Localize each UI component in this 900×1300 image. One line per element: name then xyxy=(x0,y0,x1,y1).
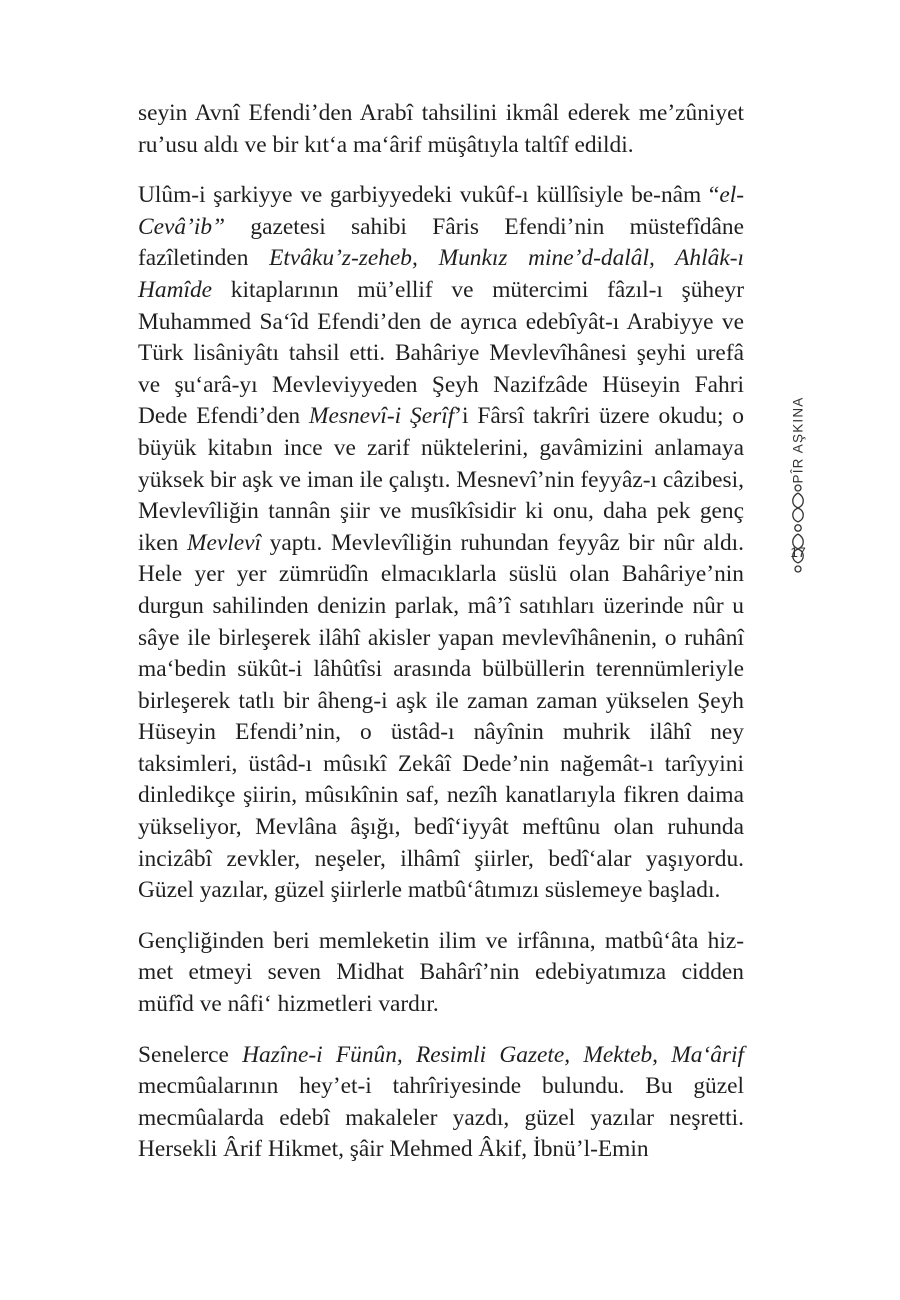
paragraph xyxy=(138,98,744,161)
italic-title: el-Cevâ’ib” xyxy=(138,182,744,240)
paragraph xyxy=(138,180,744,907)
text-run: kitaplarının mü’ellif ve mütercimi fâzıl-ı şüheyr Muhammed Sa‘îd Efendi’den de ayrıca edebîyât-ı Arabiyye ve Türk lisâniyâtı tahsil etti. Bahâriye Mevlevîhânesi şeyhi urefâ ve şu‘arâ-yı Mevleviyyeden Şeyh Nazifzâde Hüseyin Fahri Dede Efendi’den xyxy=(138,276,744,430)
text-run: Gençliğinden beri memleketin ilim ve irfânına, matbû‘âta hizmet etmeyi seven Midhat Bahârî’nin edebiyatımıza cidden müfîd ve nâfi‘ hizmetleri vardır. xyxy=(138,927,744,1018)
page-number: 17 xyxy=(790,544,806,560)
italic-title: Etvâku’z-zeheb, Munkız mine’d-dalâl, Ahlâk-ı Hamîde xyxy=(138,245,744,303)
running-title: PÎR AŞKINA xyxy=(790,396,806,484)
text-run: ’i Fârsî takrîri üzere okudu; o büyük kitabın ince ve zarif nüktelerini, gavâmizini anlamaya yüksek bir aşk ve iman ile çalıştı. Mesnevî’nin feyyâz-ı câzibesi, Mevlevîliğin tannân şiir ve musîkîsidir ki onu, daha pek genç iken xyxy=(138,403,745,556)
text-run: seyin Avnî Efendi’den Arabî tahsilini ikmâl ederek me’zûniyet ru’usu aldı ve bir kıt‘a ma‘ârif müşâtıyla taltîf edildi. xyxy=(138,100,744,158)
text-run: Ulûm-i şarkiyye ve garbiyyedeki vukûf-ı küllîsiyle be-nâm “ xyxy=(138,182,720,209)
text-run: Senelerce xyxy=(138,1041,243,1068)
paragraph xyxy=(138,926,744,1021)
text-run: mecmûalarının hey’et-i tahrîriyesinde bulundu. Bu güzel mecmûalarda edebî makaleler yazdı, güzel yazılar neşretti. Hersekli Ârif Hikmet, şâir Mehmed Âkif, İbnü’l-Emin xyxy=(138,1073,744,1163)
text-run: yaptı. Mevlevîliğin ruhundan feyyâz bir nûr aldı. Hele yer yer zümrüdîn elmacıklarla süslü olan Bahâriye’nin durgun sahilinden denizin parlak, mâ’î satıhları üzerinde nûr u sâye ile birleşerek ilâhî akisler yapan mevlevîhânenin, o ruhânî ma‘bedin sükût-i lâhûtîsi arasında bülbüllerin terennümleriyle birleşerek tatlı bir âheng-i aşk ile zaman zaman yükselen Şeyh Hüseyin Efendi’nin, o üstâd-ı nâyînin muhrik ilâhî ney taksimleri, üstâd-ı mûsıkî Zekâî Dede’nin nağemât-ı tarîyyini dinledikçe şiirin, mûsıkînin saf, nezîh kanatlarıyla fikren daima yükseliyor, Mevlâna âşığı, bedî‘iyyât meftûnu olan ruhunda incizâbî zevkler, neşeler, ilhâmî şiirler, bedî‘alar yaşıyordu. Güzel yazılar, güzel şiirlerle matbû‘âtımızı süslemeye başladı. xyxy=(138,529,744,904)
text-run: gazetesi sahibi Fâris Efendi’nin müstefîdâne fazîletinden xyxy=(138,213,744,272)
paragraph xyxy=(138,1040,744,1166)
body-text xyxy=(138,98,744,1166)
italic-title: Hazîne-i Fünûn, Resimli Gazete, Mekteb, Ma‘ârif xyxy=(242,1041,744,1068)
scroll-ornament-icon xyxy=(788,480,808,576)
italic-title: Mevlevî xyxy=(186,529,261,556)
italic-title: Mesnevî-i Şerîf xyxy=(308,403,455,430)
